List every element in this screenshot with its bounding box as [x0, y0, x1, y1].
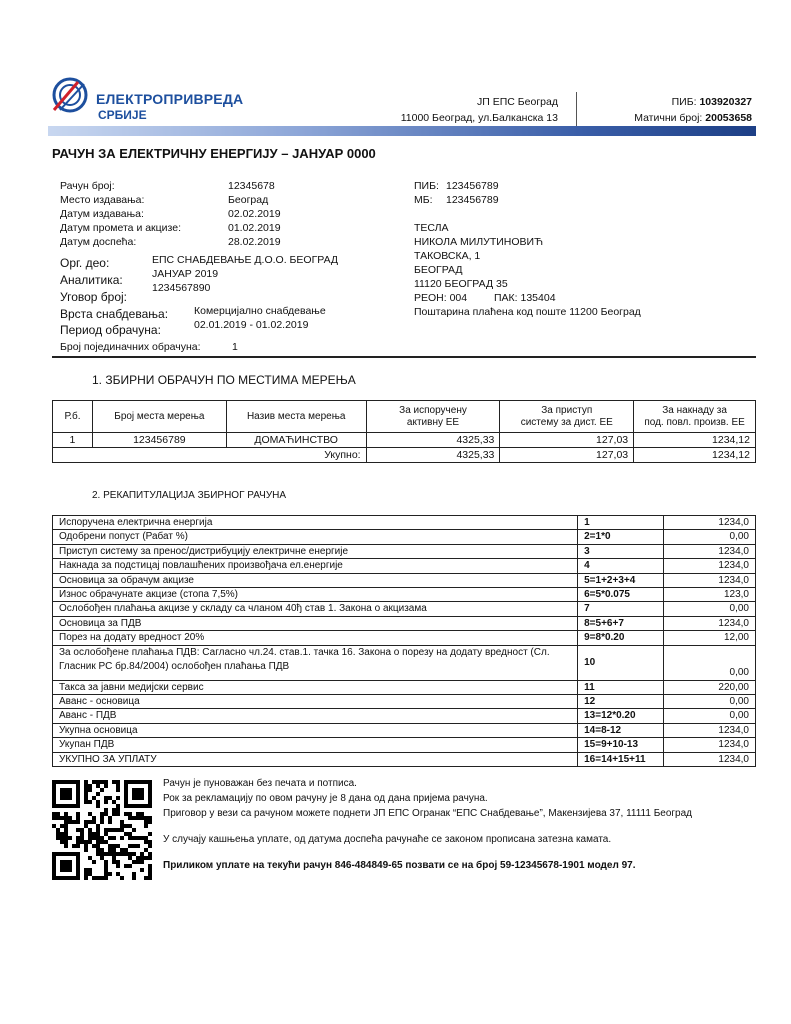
recap-label: Накнада за подстицај повлашћених произвођача ел.енергије	[53, 559, 578, 573]
table-row	[53, 544, 756, 558]
org-label: Орг. део:	[60, 256, 110, 270]
recap-code: 15=9+10-13	[578, 738, 664, 752]
recap-code: 11	[578, 680, 664, 694]
org-label: Уговор број:	[60, 290, 128, 304]
recap-label: Укупан ПДВ	[53, 738, 578, 752]
recap-value: 1234,0	[664, 616, 756, 630]
count-label: Број појединачних обрачуна:	[60, 341, 201, 353]
table-row	[53, 680, 756, 694]
table-row	[53, 752, 756, 766]
recap-value: 1234,0	[664, 738, 756, 752]
customer-line: ТАКОВСКА, 1	[414, 250, 481, 262]
table-row	[53, 645, 756, 680]
recap-value: 1234,0	[664, 723, 756, 737]
recap-label: Испоручена електрична енергија	[53, 516, 578, 530]
recap-value: 1234,0	[664, 516, 756, 530]
customer-pib: 123456789	[446, 180, 499, 192]
table-row	[53, 573, 756, 587]
table-cell: ДОМАЋИНСТВО	[226, 433, 366, 448]
customer-line: 11120 БЕОГРАД 35	[414, 278, 508, 290]
logo-text-line1: ЕЛЕКТРОПРИВРЕДА	[96, 91, 244, 107]
invoice-label: Датум доспећа:	[60, 236, 137, 248]
table-row	[53, 616, 756, 630]
recap-code: 12	[578, 695, 664, 709]
recap-code: 5=1+2+3+4	[578, 573, 664, 587]
company-address: 11000 Београд, ул.Балканска 13	[400, 112, 558, 124]
customer-mb-label: МБ:	[414, 194, 433, 206]
customer-postage: Поштарина плаћена код поште 11200 Београд	[414, 306, 641, 318]
invoice-value: 28.02.2019	[228, 236, 281, 248]
company-pib: 103920327	[699, 96, 752, 108]
table-cell: 4325,33	[366, 433, 500, 448]
recap-value: 0,00	[664, 709, 756, 723]
recap-table	[52, 515, 756, 767]
page-title: РАЧУН ЗА ЕЛЕКТРИЧНУ ЕНЕРГИЈУ – ЈАНУАР 0000	[52, 146, 376, 161]
table-row	[53, 530, 756, 544]
customer-reon: РЕОН: 004	[414, 292, 468, 304]
invoice-value: 01.02.2019	[228, 222, 281, 234]
table-header: Назив места мерења	[226, 401, 366, 433]
recap-code: 1	[578, 516, 664, 530]
total-cell: 4325,33	[366, 448, 500, 463]
company-ids	[596, 94, 752, 126]
recap-label: Основица за обрачум акцизе	[53, 573, 578, 587]
recap-code: 13=12*0.20	[578, 709, 664, 723]
recap-label: Укупна основица	[53, 723, 578, 737]
recap-value: 0,00	[664, 530, 756, 544]
recap-label: Порез на додату вредност 20%	[53, 631, 578, 645]
recap-value: 0,00	[664, 602, 756, 616]
recap-label: Такса за јавни медијски сервис	[53, 680, 578, 694]
supply-label: Врста снабдевања:	[60, 307, 169, 321]
table-cell: 1234,12	[634, 433, 756, 448]
company-info	[380, 94, 558, 126]
note-line: Приликом уплате на текући рачун 846-484849-65 позвати се на број 59-12345678-1901 модел 97.	[163, 860, 636, 871]
period-value: 02.01.2019 - 01.02.2019	[194, 319, 309, 331]
company-mb-label: Матични број:	[634, 112, 703, 124]
header-band	[48, 126, 756, 136]
recap-code: 16=14+15+11	[578, 752, 664, 766]
recap-code: 14=8-12	[578, 723, 664, 737]
table-total-row	[53, 448, 756, 463]
recap-value: 1234,0	[664, 559, 756, 573]
table-header: За приступ систему за дист. ЕЕ	[500, 401, 634, 433]
table-row	[53, 433, 756, 448]
recap-label: За ослобођене плаћања ПДВ: Сагласно чл.24. став.1. тачка 16. Закона о порезу на додату вредност (Сл. Гласник РС бр.84/2004) ослобођен плаћања ПДВ	[53, 645, 578, 680]
recap-label: Основица за ПДВ	[53, 616, 578, 630]
period-label: Период обрачуна:	[60, 323, 161, 337]
invoice-value: 12345678	[228, 180, 275, 192]
recap-value: 1234,0	[664, 573, 756, 587]
recap-code: 2=1*0	[578, 530, 664, 544]
invoice-label: Рачун број:	[60, 180, 115, 192]
company-name: ЈП ЕПС Београд	[477, 96, 558, 108]
recap-code: 4	[578, 559, 664, 573]
table-row	[53, 631, 756, 645]
table-row	[53, 738, 756, 752]
table-row	[53, 695, 756, 709]
notes	[163, 776, 692, 873]
section1-title: 1. ЗБИРНИ ОБРАЧУН ПО МЕСТИМА МЕРЕЊА	[92, 373, 356, 387]
table-row	[53, 516, 756, 530]
invoice-label: Место издавања:	[60, 194, 145, 206]
table-header: Број места мерења	[92, 401, 226, 433]
recap-value: 220,00	[664, 680, 756, 694]
table-row	[53, 723, 756, 737]
note-line: Рок за рекламацију по овом рачуну је 8 дана од дана пријема рачуна.	[163, 793, 488, 804]
recap-code: 3	[578, 544, 664, 558]
recap-code: 7	[578, 602, 664, 616]
invoice-value: Београд	[228, 194, 269, 206]
table-row	[53, 602, 756, 616]
header-divider	[576, 92, 577, 126]
recap-value: 12,00	[664, 631, 756, 645]
supply-value: Комерцијално снабдевање	[194, 305, 326, 317]
count-value: 1	[232, 341, 238, 353]
org-value: ЈАНУАР 2019	[152, 268, 219, 280]
table-row	[53, 559, 756, 573]
recap-label: Одобрени попуст (Рабат %)	[53, 530, 578, 544]
recap-label: Приступ систему за пренос/дистрибуцију електричне енергије	[53, 544, 578, 558]
table-header: За испоручену активну ЕЕ	[366, 401, 500, 433]
invoice-label: Датум промета и акцизе:	[60, 222, 181, 234]
note-line: У случају кашњења уплате, од датума доспећа рачунаће се законом прописана затезна камата.	[163, 834, 612, 845]
total-cell: 127,03	[500, 448, 634, 463]
recap-code: 10	[578, 645, 664, 680]
invoice-label: Датум издавања:	[60, 208, 144, 220]
note-line: Приговор у вези са рачуном можете поднети ЈП ЕПС Огранак “ЕПС Снабдевање”, Макензијева 37, 11111 Београд	[163, 808, 692, 819]
logo-text-line2: СРБИЈЕ	[98, 108, 147, 122]
org-value: 1234567890	[152, 282, 211, 294]
table-cell: 127,03	[500, 433, 634, 448]
recap-label: Износ обрачунате акцизе (стопа 7,5%)	[53, 588, 578, 602]
recap-label: Аванс - ПДВ	[53, 709, 578, 723]
recap-code: 6=5*0.075	[578, 588, 664, 602]
metering-summary-table	[52, 400, 756, 463]
recap-code: 9=8*0.20	[578, 631, 664, 645]
customer-line: БЕОГРАД	[414, 264, 463, 276]
recap-label: УКУПНО ЗА УПЛАТУ	[53, 752, 578, 766]
section2-title: 2. РЕКАПИТУЛАЦИЈА ЗБИРНОГ РАЧУНА	[92, 490, 287, 501]
company-mb: 20053658	[705, 112, 752, 124]
recap-value: 0,00	[664, 695, 756, 709]
company-pib-label: ПИБ:	[671, 96, 697, 108]
customer-pak: ПАК: 135404	[494, 292, 556, 304]
table-cell: 123456789	[92, 433, 226, 448]
table-header: За накнаду за под. повл. произв. ЕЕ	[634, 401, 756, 433]
recap-value: 123,0	[664, 588, 756, 602]
org-value: ЕПС СНАБДЕВАЊЕ Д.О.О. БЕОГРАД	[152, 254, 339, 266]
recap-value: 0,00	[664, 645, 756, 680]
recap-value: 1234,0	[664, 544, 756, 558]
table-header-row	[53, 401, 756, 433]
recap-value: 1234,0	[664, 752, 756, 766]
total-cell: 1234,12	[634, 448, 756, 463]
company-logo-icon	[50, 76, 88, 114]
total-label: Укупно:	[53, 448, 367, 463]
note-line: Рачун је пуноважан без печата и потписа.	[163, 778, 357, 789]
recap-label: Ослобођен плаћања акцизе у складу са чланом 40ђ став 1. Закона о акцизама	[53, 602, 578, 616]
qr-code	[52, 780, 152, 880]
table-row	[53, 588, 756, 602]
customer-pib-label: ПИБ:	[414, 180, 439, 192]
section-divider	[52, 356, 756, 358]
table-row	[53, 709, 756, 723]
table-header: Р.б.	[53, 401, 93, 433]
recap-label: Аванс - основица	[53, 695, 578, 709]
customer-mb: 123456789	[446, 194, 499, 206]
customer-line: ТЕСЛА	[414, 222, 449, 234]
invoice-value: 02.02.2019	[228, 208, 281, 220]
recap-code: 8=5+6+7	[578, 616, 664, 630]
customer-line: НИКОЛА МИЛУТИНОВИЋ	[414, 236, 544, 248]
org-label: Аналитика:	[60, 273, 123, 287]
table-cell: 1	[53, 433, 93, 448]
